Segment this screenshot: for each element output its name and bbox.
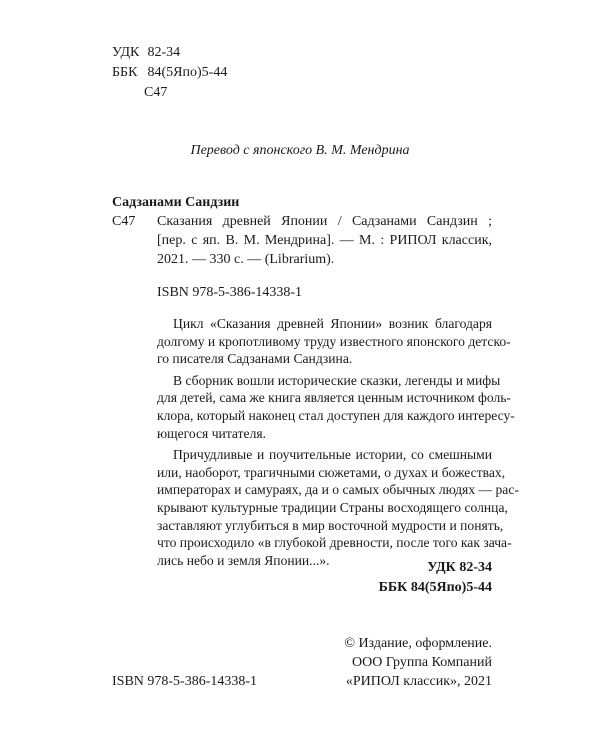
translation-note: Перевод с японского В. М. Мендрина [190, 143, 410, 158]
annotation [157, 315, 519, 573]
udk-code: 82-34 [147, 45, 181, 60]
isbn-bottom: ISBN 978-5-386-14338-1 [112, 674, 258, 689]
copyright-block [344, 634, 492, 691]
copyright-line: © Издание, оформление. [344, 636, 492, 651]
annotation-line: клора, который наконец стал доступен для каждого интересу- [157, 407, 515, 423]
annotation-line: долгому и кропотливому труду известного японского детско- [157, 333, 511, 349]
copyright-line: «РИПОЛ классик», 2021 [345, 674, 492, 689]
annotation-paragraph [157, 372, 515, 442]
annotation-line: лись небо и земля Японии...». [157, 552, 330, 568]
annotation-line: го писателя Садзанами Сандзина. [157, 351, 353, 367]
annotation-line: для детей, сама же книга является ценным источником фоль- [157, 390, 511, 406]
annotation-line: Причудливые и поучительные истории, со смешными [173, 447, 492, 463]
bbk-label: ББК [112, 65, 138, 80]
entry-line: 2021. — 330 с. — (Librarium). [157, 252, 335, 267]
annotation-line: В сборник вошли исторические сказки, легенды и мифы [173, 372, 501, 388]
bbk-code: 84(5Япо)5-44 [147, 65, 228, 80]
udk-label: УДК [112, 45, 140, 60]
udk-line [112, 43, 227, 63]
bbk-bottom: ББК 84(5Япо)5-44 [378, 580, 492, 595]
entry-line: [пер. с яп. В. М. Мендрина]. — М. : РИПОЛ классик, [157, 233, 492, 248]
entry-author-sign: С47 [112, 214, 136, 229]
classification-bottom [379, 558, 492, 598]
author-sign: С47 [144, 85, 168, 100]
author-heading: Садзанами Сандзин [112, 195, 240, 210]
annotation-line: императорах и самураях, да и о самых обычных людях — рас- [157, 482, 519, 498]
udk-bottom: УДК 82-34 [427, 560, 492, 575]
annotation-line: крывают культурные традиции Страны восходящего солнца, [157, 499, 508, 515]
classification-block [112, 43, 227, 103]
annotation-line: или, наоборот, трагичными сюжетами, о духах и божествах, [157, 464, 506, 480]
isbn-main: ISBN 978-5-386-14338-1 [157, 285, 303, 300]
annotation-line: Цикл «Сказания древней Японии» возник благодаря [173, 316, 492, 331]
entry-line: Сказания древней Японии / Садзанами Сандзин ; [157, 214, 492, 229]
copyright-line: ООО Группа Компаний [352, 655, 492, 670]
annotation-line: что происходило «в глубокой древности, после того как зача- [157, 535, 512, 551]
bbk-line [112, 63, 227, 83]
annotation-paragraph [157, 315, 511, 368]
annotation-paragraph [157, 446, 519, 569]
annotation-line: ющегося читателя. [157, 425, 267, 441]
annotation-line: заставляют углубиться в мир восточной мудрости и понять, [157, 517, 504, 533]
